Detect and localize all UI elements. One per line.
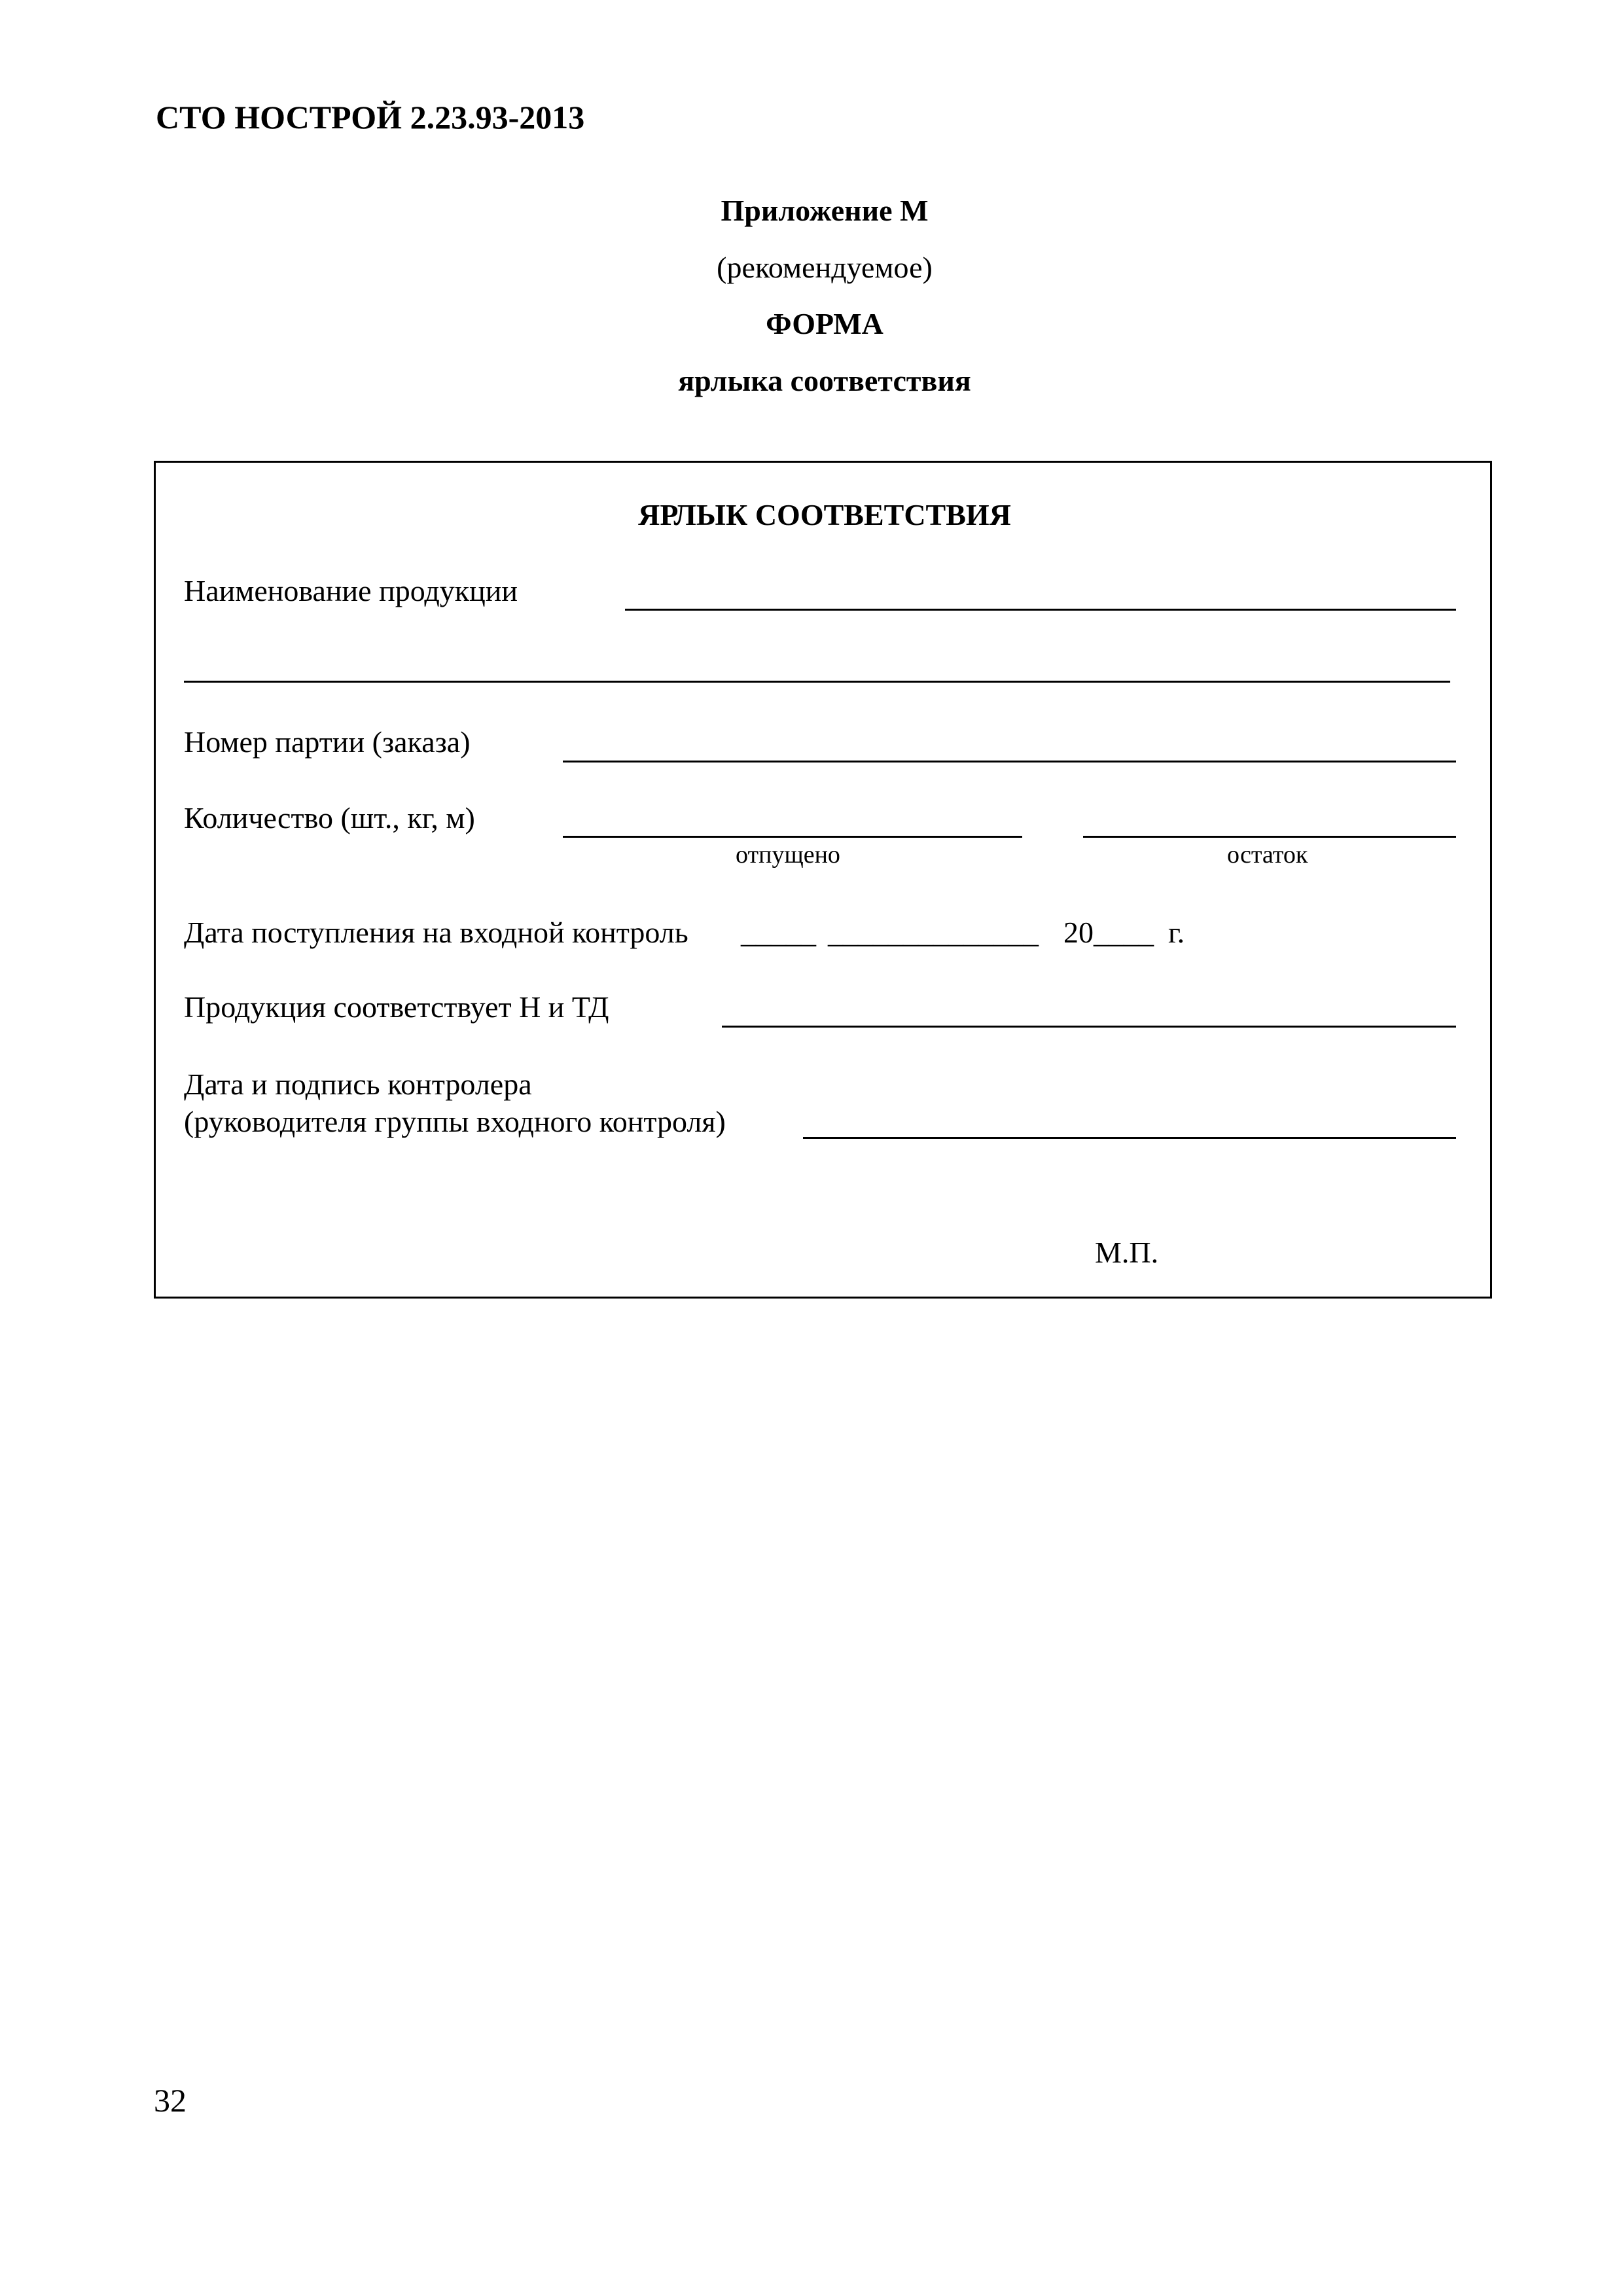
released-caption: отпущено bbox=[736, 841, 840, 869]
signature-field[interactable] bbox=[803, 1137, 1456, 1139]
appendix-status: (рекомендуемое) bbox=[717, 251, 933, 284]
product-name-continuation-field[interactable] bbox=[184, 681, 1450, 683]
remainder-caption: остаток bbox=[1227, 841, 1308, 869]
arrival-date-day-field[interactable]: _____ bbox=[741, 916, 816, 949]
arrival-date-year-suffix: г. bbox=[1168, 916, 1185, 949]
quantity-released-field[interactable] bbox=[563, 836, 1022, 838]
quantity-label: Количество (шт., кг, м) bbox=[184, 801, 475, 834]
form-subheading: ярлыка соответствия bbox=[678, 364, 971, 397]
product-name-label: Наименование продукции bbox=[184, 574, 518, 607]
product-name-field[interactable] bbox=[625, 609, 1456, 611]
form-heading: ФОРМА bbox=[766, 307, 883, 340]
compliance-label: Продукция соответствует Н и ТД bbox=[184, 990, 609, 1024]
signature-label-line2: (руководителя группы входного контроля) bbox=[184, 1105, 726, 1138]
appendix-title: Приложение М bbox=[721, 194, 929, 227]
arrival-date-year-field[interactable]: 20____ bbox=[1063, 916, 1154, 949]
page-number: 32 bbox=[154, 2082, 187, 2119]
arrival-date-month-field[interactable]: ______________ bbox=[828, 916, 1039, 949]
form-box-title: ЯРЛЫК СООТВЕТСТВИЯ bbox=[638, 498, 1011, 531]
batch-number-label: Номер партии (заказа) bbox=[184, 725, 471, 759]
seal-placeholder: М.П. bbox=[1095, 1236, 1159, 1269]
arrival-date-label: Дата поступления на входной контроль bbox=[184, 916, 688, 949]
batch-number-field[interactable] bbox=[563, 761, 1456, 762]
quantity-remainder-field[interactable] bbox=[1083, 836, 1456, 838]
signature-label-line1: Дата и подпись контролера bbox=[184, 1067, 532, 1101]
compliance-field[interactable] bbox=[722, 1026, 1456, 1028]
standard-code: СТО НОСТРОЙ 2.23.93-2013 bbox=[156, 99, 585, 135]
